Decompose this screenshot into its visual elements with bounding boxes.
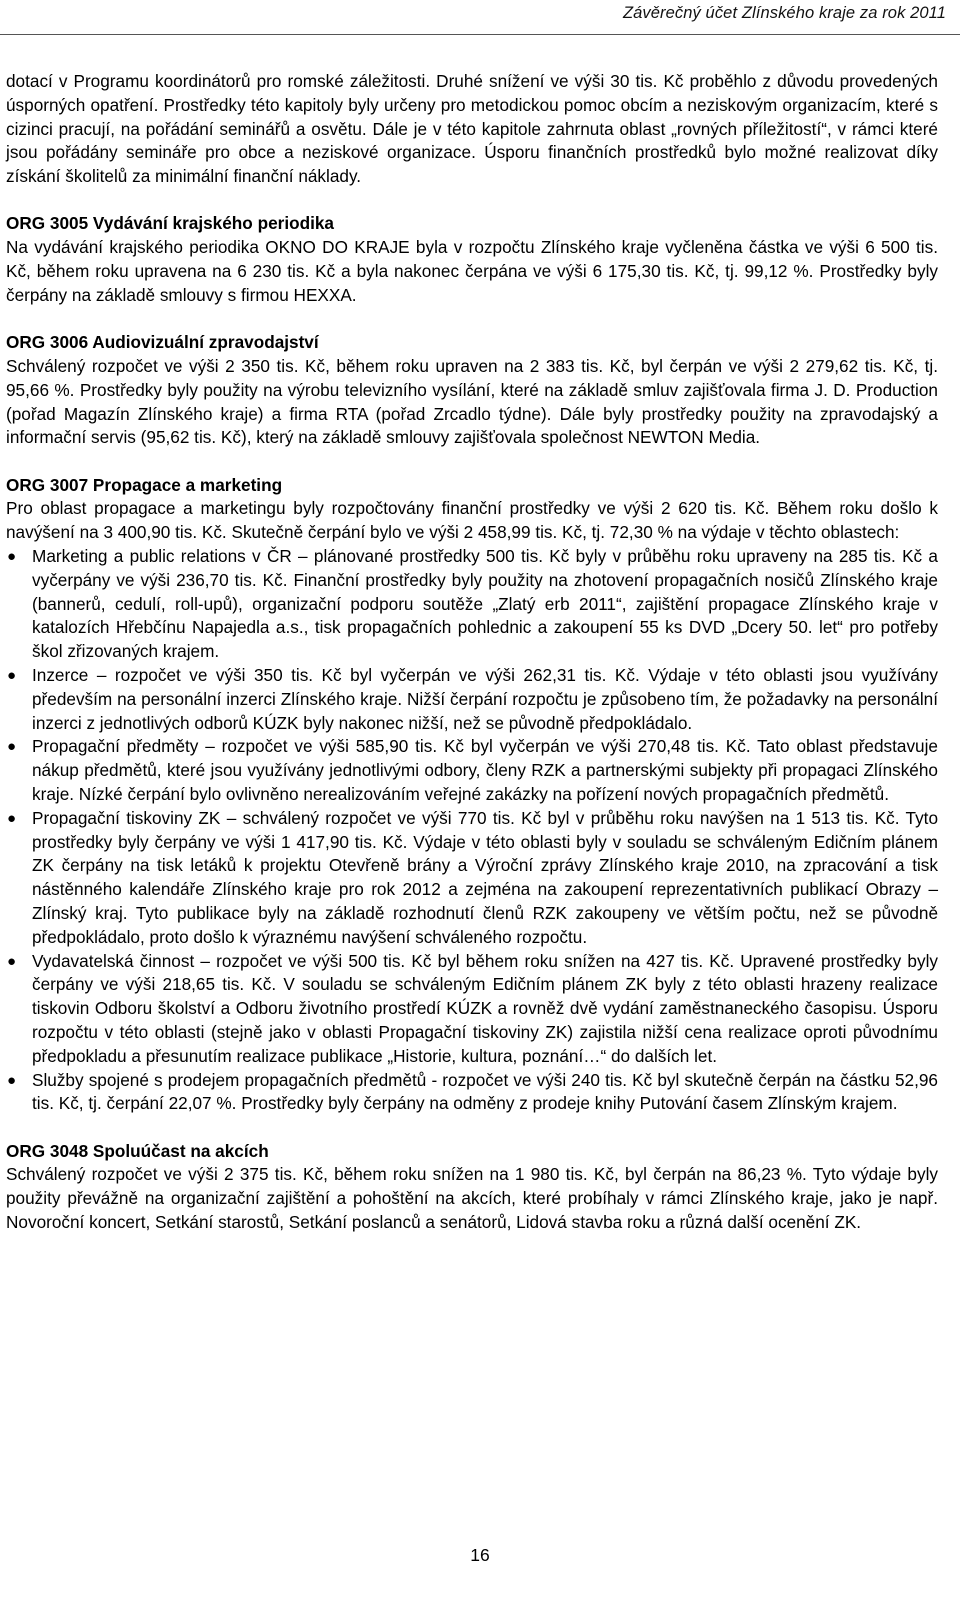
section-heading: ORG 3007 Propagace a marketing: [6, 474, 283, 495]
bullet-icon: ●: [7, 738, 17, 756]
section-paragraph: Na vydávání krajského periodika OKNO DO KRAJE byla v rozpočtu Zlínského kraje vyčleněna částka ve výši 6 500 tis. Kč, během roku upravena na 6 230 tis. Kč a byla nakonec čerpána ve výši 6 175,30 tis. Kč, tj. 99,12 %. Prostředky byly čerpány na základě smlouvy s firmou HEXXA.: [6, 237, 938, 305]
document-header-title: Závěrečný účet Zlínského kraje za rok 2011: [622, 4, 946, 22]
list-item: [6, 1069, 938, 1117]
section-heading: ORG 3005 Vydávání krajského periodika: [6, 213, 334, 234]
list-item-text: Propagační tiskoviny ZK – schválený rozpočet ve výši 770 tis. Kč byl v průběhu roku navýšen na 1 513 tis. Kč. Tyto prostředky byly čerpány ve výši 1 417,90 tis. Kč. Výdaje v této oblasti byly v souladu se schváleným Edičním plánem ZK čerpány na tisk letáků k projektu Otevřeně brány a Výroční zprávy Zlínského kraje 2010, na zpracování a tisk nástěnného kalendáře Zlínského kraje pro rok 2012 a zejména na zakoupení reprezentativních publikací Obrazy – Zlínský kraj. Tyto publikace byly na základě rozhodnutí členů RZK zakoupeny ve větším počtu, než se původně předpokládalo, proto došlo k výraznému navýšení schváleného rozpočtu.: [32, 807, 938, 947]
document-body: [6, 70, 938, 1235]
section-org-3048: [6, 1140, 938, 1235]
list-item: [6, 545, 938, 664]
bullet-icon: ●: [7, 952, 17, 970]
section-paragraph: Pro oblast propagace a marketingu byly rozpočtovány finanční prostředky ve výši 2 620 tis. Kč. Během roku došlo k navýšení na 3 400,90 tis. Kč. Skutečně čerpání bylo ve výši 2 458,99 tis. Kč, tj. 72,30 % na výdaje v těchto oblastech:: [6, 498, 938, 543]
header-divider: [0, 34, 960, 35]
section-paragraph: Schválený rozpočet ve výši 2 350 tis. Kč, během roku upraven na 2 383 tis. Kč, byl čerpán ve výši 2 279,62 tis. Kč, tj. 95,66 %. Prostředky byly použity na výrobu televizního vysílání, které na základě smluv zajišťovala firma J. D. Production (pořad Magazín Zlínského kraje) a firma RTA (pořad Zrcadlo týdne). Dále byly prostředky použity na zpravodajský a informační servis (95,62 tis. Kč), který na základě smlouvy zajišťovala společnost NEWTON Media.: [6, 355, 938, 448]
bullet-icon: ●: [7, 809, 17, 827]
list-item: [6, 664, 938, 735]
list-item-text: Propagační předměty – rozpočet ve výši 585,90 tis. Kč byl vyčerpán ve výši 270,48 tis. Kč. Tato oblast představuje nákup předmětů, které jsou využívány jednotlivými odbory, členy RZK a partnerskými subjekty při propagaci Zlínského kraje. Nízké čerpání bylo ovlivněno nerealizováním veřejné zakázky na pořízení nových propagačních předmětů.: [32, 736, 938, 805]
list-item-text: Marketing a public relations v ČR – plánované prostředky 500 tis. Kč byly v průběhu roku upraveny na 285 tis. Kč a vyčerpány ve výši 236,70 tis. Kč. Finanční prostředky byly použity na zhotovení propagačních nosičů Zlínského kraje (bannerů, cedulí, roll-upů), organizační podporu soutěže „Zlatý erb 2011“, zajištění propagace Zlínského kraje v katalozích Hřebčínu Napajedla a.s., tisk propagačních pohlednic a zakoupení 55 ks DVD „Dcery 50. let“ pro potřeby škol zřizovaných krajem.: [32, 546, 938, 662]
intro-paragraph: dotací v Programu koordinátorů pro romské záležitosti. Druhé snížení ve výši 30 tis. Kč proběhlo z důvodu provedených úsporných opatření. Prostředky této kapitoly byly určeny pro metodickou pomoc obcím a neziskovým organizacím, které s cizinci pracují, na pořádání seminářů a osvětu. Dále je v této kapitole zahrnuta oblast „rovných příležitostí“, v rámci které jsou pořádány semináře pro obce a neziskové organizace. Úsporu finančních prostředků bylo možné realizovat díky získání školitelů za minimální finanční náklady.: [6, 71, 938, 187]
bullet-list: [6, 545, 938, 1116]
section-org-3007: [6, 474, 938, 1117]
bullet-icon: ●: [7, 548, 17, 566]
section-org-3006: [6, 331, 938, 450]
section-heading: ORG 3048 Spoluúčast na akcích: [6, 1140, 269, 1161]
bullet-icon: ●: [7, 667, 17, 685]
page-number: 16: [470, 1545, 490, 1565]
list-item: [6, 807, 938, 950]
list-item-text: Služby spojené s prodejem propagačních předmětů - rozpočet ve výši 240 tis. Kč byl skutečně čerpán na částku 52,96 tis. Kč, tj. čerpání 22,07 %. Prostředky byly čerpány na odměny z prodeje knihy Putování časem Zlínským krajem.: [32, 1069, 938, 1114]
section-heading: ORG 3006 Audiovizuální zpravodajství: [6, 332, 319, 353]
list-item-text: Inzerce – rozpočet ve výši 350 tis. Kč byl vyčerpán ve výši 262,31 tis. Kč. Výdaje v této oblasti jsou využívány především na personální inzerci Zlínského kraje. Nižší čerpání rozpočtu je způsobeno tím, že požadavky na personální inzerci z jednotlivých odborů KÚZK byly nakonec nižší, než se původně předpokládalo.: [32, 665, 938, 733]
section-org-3005: [6, 212, 938, 307]
list-item: [6, 735, 938, 806]
section-paragraph: Schválený rozpočet ve výši 2 375 tis. Kč, během roku snížen na 1 980 tis. Kč, byl čerpán na 86,23 %. Tyto výdaje byly použity převážně na organizační zajištění a pohoštění na akcích, které probíhaly v rámci Zlínského kraje, jako je např. Novoroční koncert, Setkání starostů, Setkání poslanců a senátorů, Lidová stavba roku a různá další ocenění ZK.: [6, 1164, 938, 1233]
list-item-text: Vydavatelská činnost – rozpočet ve výši 500 tis. Kč byl během roku snížen na 427 tis. Kč. Upravené prostředky byly čerpány ve výši 218,65 tis. Kč. V souladu se schváleným Edičním plánem ZK byly z této oblasti hrazeny realizace tiskovin Odboru školství a Odboru životního prostředí KÚZK a rovněž dvě vydání zaměstnaneckého časopisu. Úsporu rozpočtu v této oblasti (stejně jako v oblasti Propagační tiskoviny ZK) zajistila nižší cena realizace oproti původnímu předpokladu a přesunutím realizace publikace „Historie, kultura, poznání…“ do dalších let.: [32, 950, 938, 1066]
bullet-icon: ●: [7, 1071, 17, 1089]
list-item: [6, 950, 938, 1069]
